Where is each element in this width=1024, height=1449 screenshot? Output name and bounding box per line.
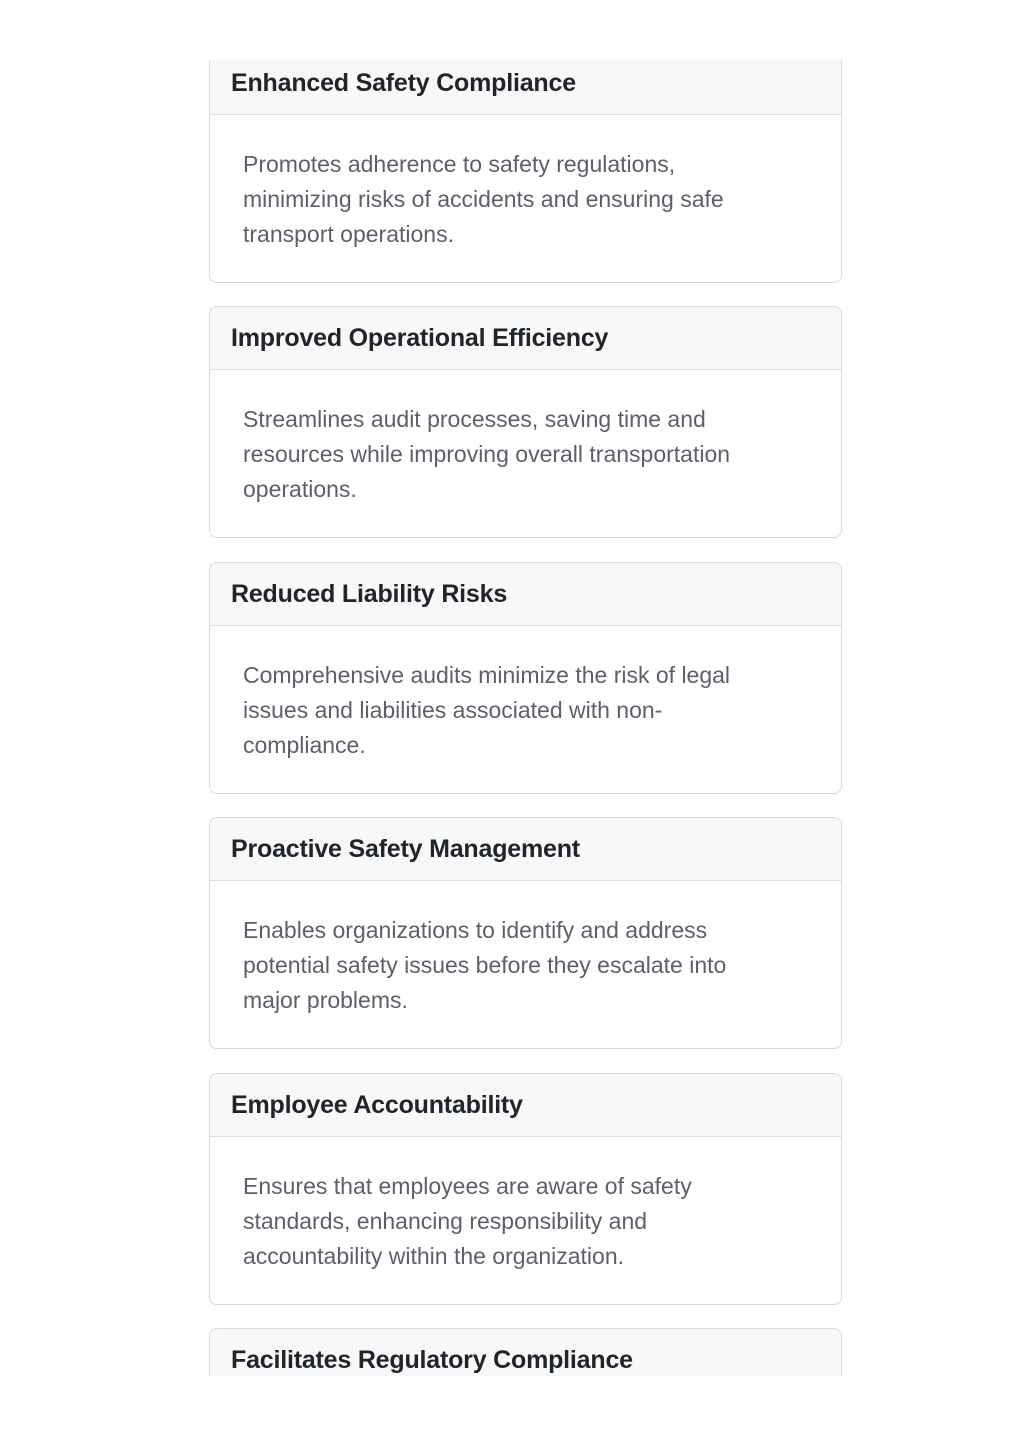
benefit-card-facilitates-regulatory-compliance	[209, 1328, 842, 1376]
card-body	[210, 626, 841, 763]
card-title: Employee Accountability	[231, 1090, 523, 1119]
card-title: Improved Operational Efficiency	[231, 323, 609, 352]
card-body	[210, 1137, 841, 1274]
card-header	[210, 818, 841, 881]
card-body	[210, 370, 841, 507]
card-header	[210, 1329, 841, 1376]
card-title: Proactive Safety Management	[231, 834, 580, 863]
card-body	[210, 115, 841, 252]
benefits-list	[0, 60, 1024, 1376]
card-description: Comprehensive audits minimize the risk of legal issues and liabilities associated with non-compliance.	[243, 662, 731, 758]
card-body	[210, 881, 841, 1018]
card-description: Ensures that employees are aware of safety standards, enhancing responsibility and accountability within the organization.	[243, 1173, 692, 1269]
card-header	[210, 60, 841, 115]
card-title: Facilitates Regulatory Compliance	[231, 1345, 633, 1374]
card-header	[210, 563, 841, 626]
card-description: Enables organizations to identify and address potential safety issues before they escalate into major problems.	[243, 917, 727, 1013]
card-description: Promotes adherence to safety regulations, minimizing risks of accidents and ensuring safe transport operations.	[243, 151, 724, 247]
benefit-card-proactive-safety-management	[209, 817, 842, 1049]
benefit-card-reduced-liability-risks	[209, 562, 842, 794]
benefit-card-enhanced-safety-compliance	[209, 60, 842, 283]
card-title: Reduced Liability Risks	[231, 579, 508, 608]
benefit-card-employee-accountability	[209, 1073, 842, 1305]
card-description: Streamlines audit processes, saving time and resources while improving overall transportation operations.	[243, 406, 731, 502]
card-header	[210, 307, 841, 370]
benefit-card-improved-operational-efficiency	[209, 306, 842, 538]
card-header	[210, 1074, 841, 1137]
card-title: Enhanced Safety Compliance	[231, 68, 576, 97]
